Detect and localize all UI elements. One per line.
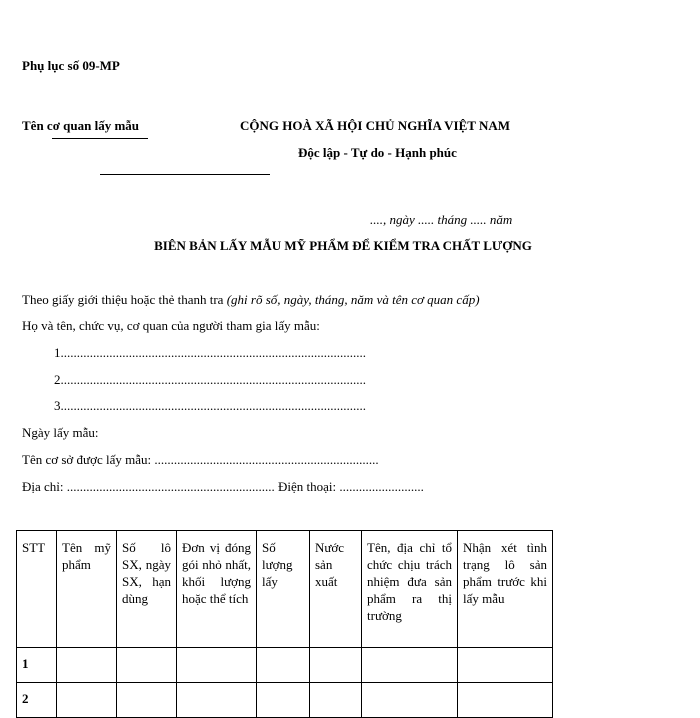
agency-name-line [100, 174, 270, 175]
table-header-row [17, 531, 553, 648]
date-line: ...., ngày ..... tháng ..... năm [370, 212, 513, 227]
table-cell [257, 683, 310, 718]
row-number: 2 [17, 683, 57, 718]
national-title: CỘNG HOÀ XÃ HỘI CHỦ NGHĨA VIỆT NAM [240, 118, 511, 133]
participant-line-2: 2.............................................................................................. [54, 372, 366, 387]
table-row [17, 683, 553, 718]
table-cell [362, 683, 458, 718]
table-cell [177, 683, 257, 718]
intro-note: (ghi rõ số, ngày, tháng, năm và tên cơ quan cấp) [226, 292, 480, 307]
header-product-name: Tên mỹ phẩm [57, 531, 117, 648]
sample-date-label: Ngày lấy mẫu: [22, 425, 99, 440]
table-cell [57, 683, 117, 718]
header-condition-notes: Nhận xét tình trạng lô sản phẩm trước khi lấy mẫu [458, 531, 553, 648]
header-quantity: Số lượng lấy [257, 531, 310, 648]
table-cell [57, 648, 117, 683]
table-cell [310, 648, 362, 683]
table-cell [458, 683, 553, 718]
agency-underline [52, 138, 148, 139]
table-cell [117, 648, 177, 683]
table-cell [362, 648, 458, 683]
agency-label: Tên cơ quan lấy mẫu [22, 118, 139, 133]
document-title: BIÊN BẢN LẤY MẪU MỸ PHẨM ĐỂ KIỂM TRA CHẤT LƯỢNG [154, 238, 532, 253]
address-line: Địa chỉ: ................................................................ Điện thoại: .......................... [22, 479, 424, 494]
row-number: 1 [17, 648, 57, 683]
table-cell [177, 648, 257, 683]
header-stt: STT [17, 531, 57, 648]
intro-text: Theo giấy giới thiệu hoặc thẻ thanh tra [22, 292, 227, 307]
facility-line: Tên cơ sở được lấy mẫu: ..................................................................... [22, 452, 379, 467]
table-cell [117, 683, 177, 718]
sample-table [16, 530, 553, 718]
participant-line-3: 3.............................................................................................. [54, 398, 366, 413]
intro-line [22, 292, 480, 308]
header-packaging-unit: Đơn vị đóng gói nhỏ nhất, khối lượng hoặc thể tích [177, 531, 257, 648]
header-country: Nước sản xuất [310, 531, 362, 648]
header-batch-info: Số lô SX, ngày SX, hạn dùng [117, 531, 177, 648]
header-responsible-org: Tên, địa chỉ tổ chức chịu trách nhiệm đưa sản phẩm ra thị trường [362, 531, 458, 648]
table-cell [310, 683, 362, 718]
table-cell [257, 648, 310, 683]
participant-line-1: 1.............................................................................................. [54, 345, 366, 360]
appendix-label: Phụ lục số 09-MP [22, 58, 120, 73]
table-cell [458, 648, 553, 683]
national-motto: Độc lập - Tự do - Hạnh phúc [298, 145, 457, 160]
participants-label: Họ và tên, chức vụ, cơ quan của người tham gia lấy mẫu: [22, 318, 320, 333]
table-row [17, 648, 553, 683]
